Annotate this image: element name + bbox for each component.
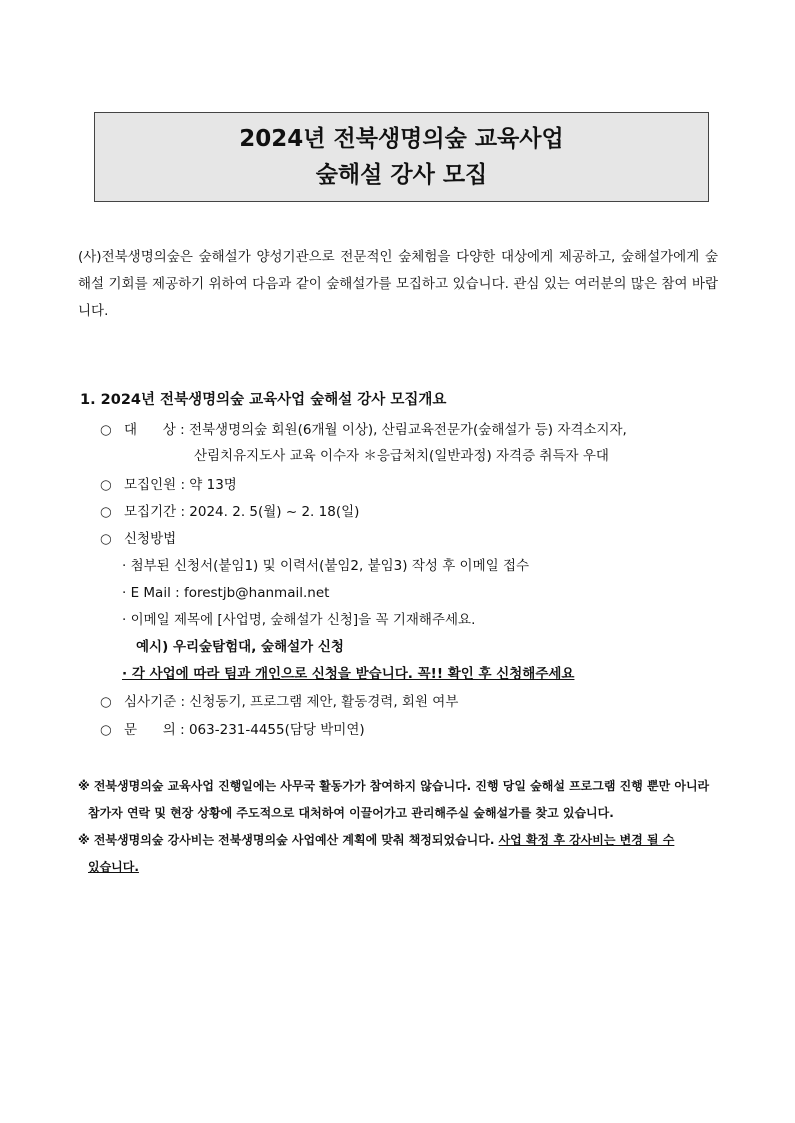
method-detail-email: · E Mail : forestjb@hanmail.net [122, 585, 330, 601]
method-notice: · 각 사업에 따라 팀과 개인으로 신청을 받습니다. 꼭!! 확인 후 신청해주세요 [122, 666, 575, 682]
title-box [94, 112, 709, 202]
recruit-count: 모집인원 : 약 13명 [124, 477, 237, 493]
title-line-2: 숲해설 강사 모집 [315, 162, 488, 188]
method-example: 예시) 우리숲탐험대, 숲해설가 신청 [136, 639, 344, 655]
method-detail-1: · 첨부된 신청서(붙임1) 및 이력서(붙임2, 붙임3) 작성 후 이메일 접수 [122, 558, 530, 574]
method-item [100, 527, 176, 551]
criteria-item [100, 690, 458, 714]
note-1-line-2: 참가자 연락 및 현장 상황에 주도적으로 대처하여 이끌어가고 관리해주실 숲해설가를 찾고 있습니다. [88, 806, 614, 820]
note-2-underlined: 사업 확정 후 강사비는 변경 될 수 [498, 833, 675, 847]
note-2-line-2: 있습니다. [88, 860, 139, 874]
contact-label: 문 의 : [124, 722, 185, 738]
method-detail-subject: · 이메일 제목에 [사업명, 숲해설가 신청]을 꼭 기재해주세요. [122, 612, 476, 628]
bullet-icon: ○ [100, 531, 112, 547]
recruit-count-item [100, 473, 237, 497]
contact-value: 063-231-4455(담당 박미연) [188, 722, 365, 738]
note-2-plain: ※ 전북생명의숲 강사비는 전북생명의숲 사업예산 계획에 맞춰 책정되었습니다. [78, 833, 499, 847]
bullet-icon: ○ [100, 477, 112, 493]
target-label: 대 상 : [124, 422, 185, 438]
note-1-line-1: ※ 전북생명의숲 교육사업 진행일에는 사무국 활동가가 참여하지 않습니다. 진행 당일 숲해설 프로그램 진행 뿐만 아니라 [78, 779, 710, 793]
contact-item [100, 718, 365, 742]
period-item [100, 500, 359, 524]
bullet-icon: ○ [100, 722, 112, 738]
period: 모집기간 : 2024. 2. 5(월) ~ 2. 18(일) [124, 504, 360, 520]
section-heading: 1. 2024년 전북생명의숲 교육사업 숲해설 강사 모집개요 [80, 392, 447, 408]
bullet-icon: ○ [100, 504, 112, 520]
method-label: 신청방법 [124, 531, 177, 547]
target-item-cont [194, 444, 609, 468]
intro-paragraph: (사)전북생명의숲은 숲해설가 양성기관으로 전문적인 숲체험을 다양한 대상에게 제공하고, 숲해설가에게 숲해설 기회를 제공하기 위하여 다음과 같이 숲해설가를 모집하고 있습니다. 관심 있는 여러분의 많은 참여 바랍니다. [78, 249, 718, 319]
target-line-2: 산림치유지도사 교육 이수자 ＊응급처치(일반과정) 자격증 취득자 우대 [194, 448, 609, 464]
target-item [100, 418, 627, 442]
criteria: 심사기준 : 신청동기, 프로그램 제안, 활동경력, 회원 여부 [124, 694, 459, 710]
bullet-icon: ○ [100, 694, 112, 710]
target-line-1: 전북생명의숲 회원(6개월 이상), 산림교육전문가(숲해설가 등) 자격소지자, [188, 422, 627, 438]
bullet-icon: ○ [100, 422, 112, 438]
note-2-line-1 [78, 827, 674, 853]
title-line-1: 2024년 전북생명의숲 교육사업 [239, 126, 564, 152]
